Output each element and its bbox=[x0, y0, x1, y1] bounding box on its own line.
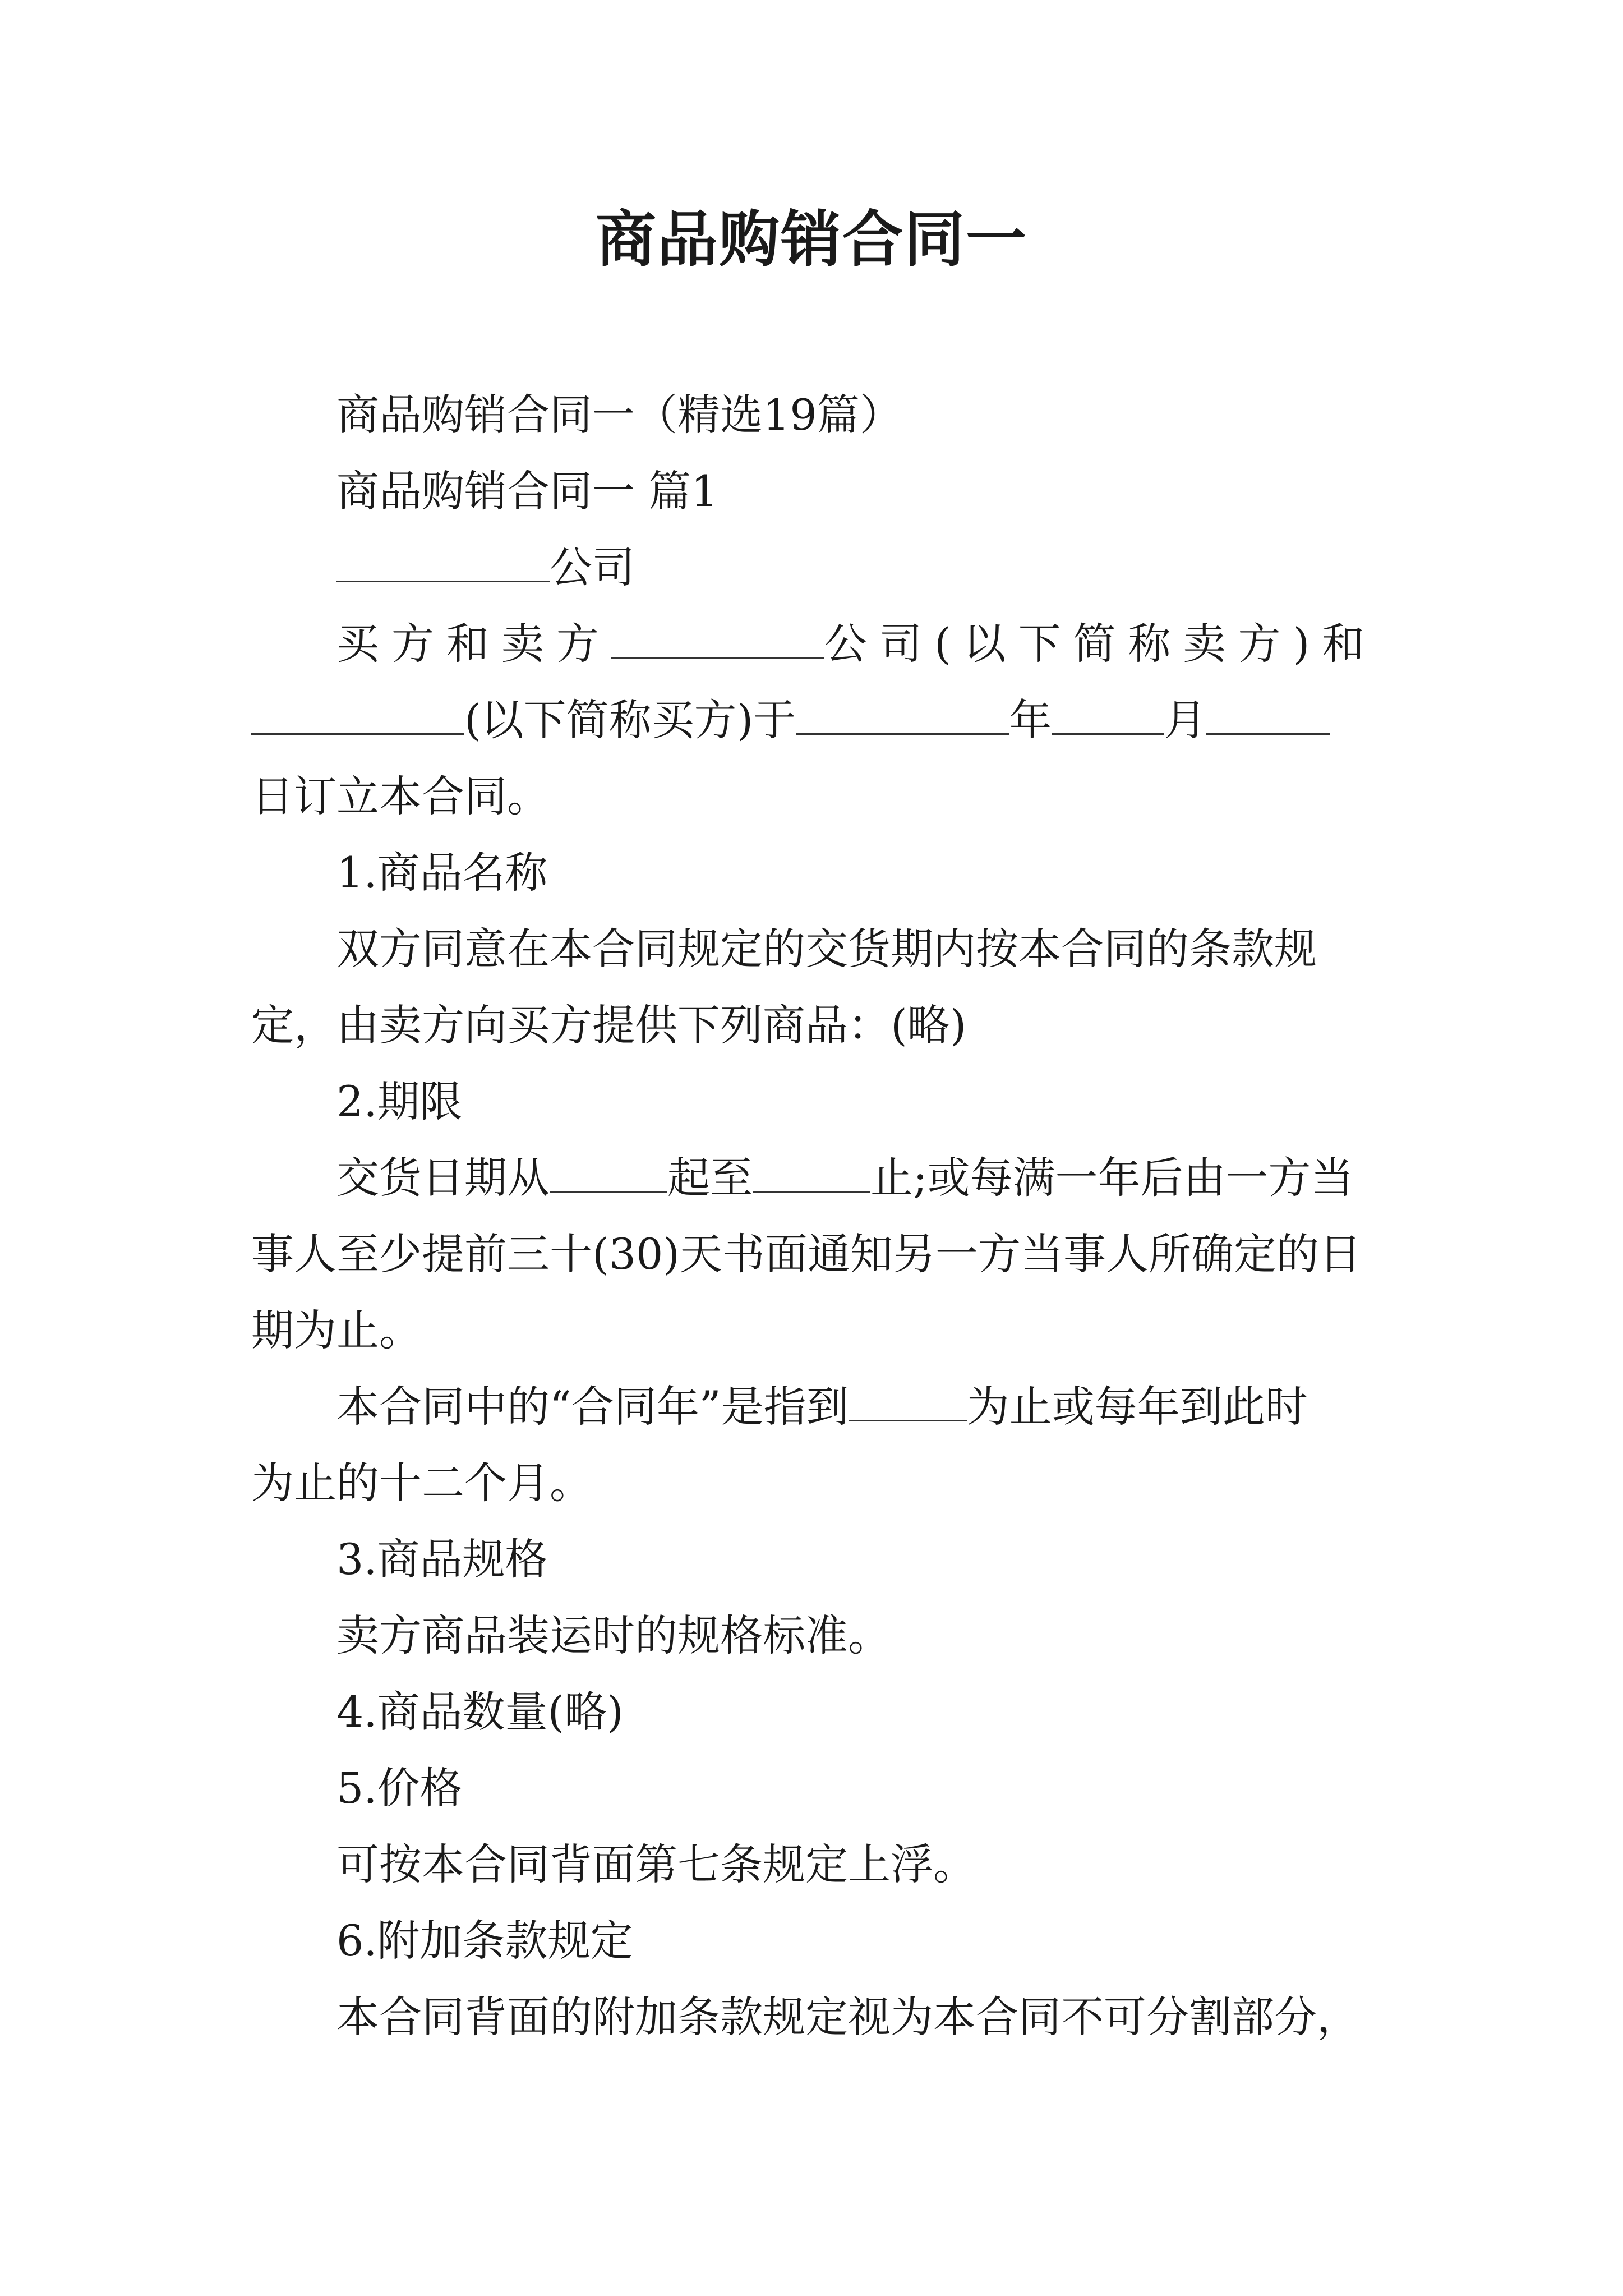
document-body bbox=[251, 377, 1377, 2055]
subtitle: 商品购销合同一（精选19篇） bbox=[336, 390, 902, 440]
clause-2-line-2: 事人至少提前三十(30)天书面通知另一方当事人所确定的日 bbox=[251, 1229, 1362, 1279]
clause-6-text: 本合同背面的附加条款规定视为本合同不可分割部分， bbox=[336, 1992, 1359, 2042]
intro-line-3: 日订立本合同。 bbox=[251, 771, 550, 821]
clause-5-heading: 5.价格 bbox=[336, 1763, 463, 1813]
clause-4-heading: 4.商品数量(略) bbox=[336, 1687, 624, 1737]
clause-2-heading: 2.期限 bbox=[336, 1076, 463, 1126]
section-heading: 商品购销合同一 篇1 bbox=[336, 466, 718, 516]
intro-buyer-seller: 买方和卖方 bbox=[336, 619, 611, 669]
clause-2-line-1 bbox=[251, 1140, 1373, 1216]
contract-year-line-2: 为止的十二个月。 bbox=[251, 1458, 592, 1508]
delivery-rest: 止;或每满一年后由一方当 bbox=[870, 1153, 1354, 1203]
delivery-from: 交货日期从 bbox=[336, 1153, 550, 1203]
company-blank bbox=[336, 541, 550, 582]
clause-2-line-3: 期为止。 bbox=[251, 1305, 422, 1355]
clause-5-text: 可按本合同背面第七条规定上浮。 bbox=[336, 1839, 976, 1889]
clause-3-text: 卖方商品装运时的规格标准。 bbox=[336, 1611, 891, 1660]
year-blank bbox=[796, 694, 1009, 735]
intro-line-2 bbox=[251, 682, 1373, 758]
document-title: 商品购销合同一 bbox=[595, 204, 1027, 275]
intro-year: 年 bbox=[1009, 695, 1052, 745]
contract-year-line-1 bbox=[251, 1369, 1373, 1445]
intro-seller-abbr: 公司(以下简称卖方)和 bbox=[824, 619, 1377, 669]
intro-month: 月 bbox=[1164, 695, 1207, 745]
buyer-blank bbox=[251, 694, 464, 735]
clause-1-line-1: 双方同意在本合同规定的交货期内按本合同的条款规 bbox=[336, 924, 1317, 974]
delivery-start-blank bbox=[550, 1152, 667, 1193]
day-blank bbox=[1206, 694, 1330, 735]
company-suffix: 公司 bbox=[550, 542, 635, 592]
clause-6-heading: 6.附加条款规定 bbox=[336, 1916, 633, 1966]
company-line bbox=[251, 530, 1373, 606]
delivery-end-blank bbox=[753, 1152, 870, 1193]
clause-3-heading: 3.商品规格 bbox=[336, 1534, 548, 1584]
contract-year-rest: 为止或每年到此时 bbox=[966, 1382, 1308, 1432]
seller-blank bbox=[611, 618, 824, 659]
contract-year-text: 本合同中的“合同年”是指到 bbox=[336, 1382, 849, 1432]
intro-buyer-abbr: (以下简称买方)于 bbox=[464, 695, 796, 745]
delivery-to: 起至 bbox=[667, 1153, 753, 1203]
month-blank bbox=[1052, 694, 1164, 735]
clause-1-heading: 1.商品名称 bbox=[336, 848, 548, 898]
clause-1-line-2: 定，由卖方向买方提供下列商品：(略) bbox=[251, 1000, 967, 1050]
contract-year-blank bbox=[849, 1381, 967, 1421]
intro-line-1 bbox=[251, 606, 1377, 682]
